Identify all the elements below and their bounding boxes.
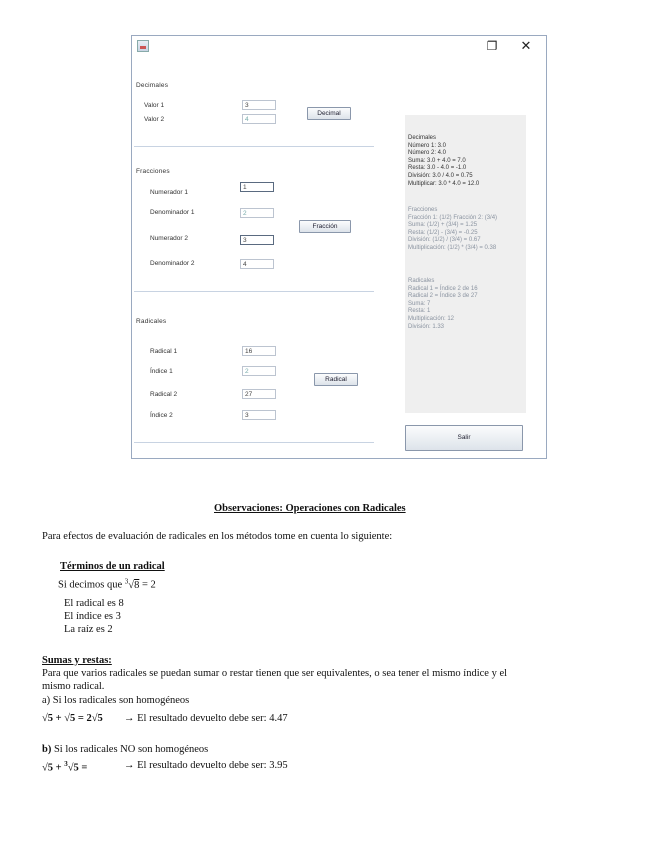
result-line-decimales: Número 1: 3.0: [408, 142, 447, 149]
case-b-letter: b): [42, 744, 52, 755]
result-line-radicales: Radicales: [408, 278, 435, 284]
term-item-radical: El radical es 8: [64, 598, 124, 609]
title-bar: [132, 36, 546, 58]
close-button[interactable]: ✕: [520, 38, 532, 53]
result-line-radicales: Radical 1 = Índice 2 de 16: [408, 285, 478, 292]
result-line-decimales: Resta: 3.0 - 4.0 = -1.0: [408, 165, 467, 172]
expr-b-left: √5 +: [42, 762, 65, 774]
radical2-label: Radical 2: [150, 391, 178, 398]
denominador1-input[interactable]: 2: [240, 208, 274, 218]
fraccion-button[interactable]: Fracción: [299, 220, 351, 233]
radical1-input[interactable]: 16: [242, 346, 276, 356]
numerador1-label: Numerador 1: [150, 189, 188, 196]
indice1-label: Índice 1: [150, 368, 173, 375]
valor1-input[interactable]: 3: [242, 100, 276, 110]
result-line-fracciones: Resta: (1/2) - (3/4) = -0.25: [408, 229, 478, 236]
result-line-fracciones: Fracción 1: (1/2) Fracción 2: (3/4): [408, 214, 498, 221]
indice1-input[interactable]: 2: [242, 366, 276, 376]
result-line-decimales: Suma: 3.0 + 4.0 = 7.0: [408, 157, 466, 164]
expr-b-index: 3: [64, 760, 68, 768]
root-index: 3: [124, 577, 129, 585]
separator-2: [134, 291, 374, 292]
separator-3: [134, 442, 374, 443]
expr-b: [42, 760, 87, 774]
sums-heading: Sumas y restas:: [42, 655, 112, 666]
denominador1-label: Denominador 1: [150, 209, 195, 216]
result-line-fracciones: Suma: (1/2) + (3/4) = 1.25: [408, 222, 478, 229]
result-line-radicales: División: 1.33: [408, 323, 445, 330]
salir-button[interactable]: Salir: [405, 425, 523, 451]
expr-b-right: √5 =: [67, 762, 88, 774]
terms-lead: Si decimos que: [58, 579, 123, 591]
term-item-indice: El índice es 3: [64, 611, 121, 622]
expr-a: √5 + √5 = 2√5: [42, 713, 103, 724]
fracciones-section-title: Fracciones: [136, 168, 170, 175]
case-b-label: Si los radicales NO son homogéneos: [51, 744, 209, 755]
sums-paragraph-line1: Para que varios radicales se puedan sumar o restar tienen que ser equivalentes, o sea tener el mismo índice y el: [42, 668, 508, 679]
term-item-raiz: La raíz es 2: [64, 624, 113, 635]
case-a-text: a) Si los radicales son homogéneos: [42, 695, 190, 706]
intro-paragraph: Para efectos de evaluación de radicales en los métodos tome en cuenta lo siguiente:: [42, 531, 393, 542]
radical2-input[interactable]: 27: [242, 389, 276, 399]
numerador2-input[interactable]: 3: [240, 235, 274, 245]
valor2-label: Valor 2: [144, 116, 165, 123]
result-b: → El resultado devuelto debe ser: 3.95: [124, 760, 288, 771]
decimales-section-title: Decimales: [136, 82, 169, 89]
radical1-label: Radical 1: [150, 348, 178, 355]
valor1-label: Valor 1: [144, 102, 165, 109]
sums-paragraph-line2: mismo radical.: [42, 681, 105, 692]
denominador2-input[interactable]: 4: [240, 259, 274, 269]
numerador2-label: Numerador 2: [150, 235, 188, 242]
separator-1: [134, 146, 374, 147]
numerador1-input[interactable]: 1: [240, 182, 274, 192]
maximize-button[interactable]: ❐: [486, 39, 498, 53]
decimal-button[interactable]: Decimal: [307, 107, 351, 120]
result-line-fracciones: División: (1/2) / (3/4) = 0.67: [408, 237, 481, 244]
results-text-area[interactable]: [405, 115, 526, 413]
terms-example: [58, 577, 156, 591]
java-app-icon: [137, 40, 149, 52]
denominador2-label: Denominador 2: [150, 260, 195, 267]
result-line-radicales: Multiplicación: 12: [408, 316, 455, 322]
result-a: → El resultado devuelto debe ser: 4.47: [124, 713, 288, 724]
result-line-radicales: Suma: 7: [408, 300, 431, 307]
terms-equals: = 2: [141, 579, 156, 591]
result-line-radicales: Resta: 1: [408, 308, 431, 315]
indice2-input[interactable]: 3: [242, 410, 276, 420]
frame-content: [134, 58, 544, 458]
result-line-decimales: Multiplicar: 3.0 * 4.0 = 12.0: [408, 180, 480, 187]
result-line-fracciones: Fracciones: [408, 207, 438, 213]
radicand: 8: [134, 579, 140, 591]
result-line-decimales: División: 3.0 / 4.0 = 0.75: [408, 173, 473, 179]
radicales-section-title: Radicales: [136, 318, 167, 325]
app-window: [131, 35, 547, 459]
result-line-fracciones: Multiplicación: (1/2) * (3/4) = 0.38: [408, 245, 497, 251]
radical-button[interactable]: Radical: [314, 373, 358, 386]
cube-root-expression: $^3$√8: [124, 577, 140, 591]
indice2-label: Índice 2: [150, 412, 173, 419]
terms-heading: Términos de un radical: [60, 561, 165, 572]
result-line-radicales: Radical 2 = Índice 3 de 27: [408, 293, 478, 300]
document-title: Observaciones: Operaciones con Radicales: [214, 503, 406, 514]
valor2-input[interactable]: 4: [242, 114, 276, 124]
result-line-decimales: Decimales: [408, 135, 437, 141]
result-line-decimales: Número 2: 4.0: [408, 150, 447, 157]
case-b-text: [42, 744, 208, 755]
